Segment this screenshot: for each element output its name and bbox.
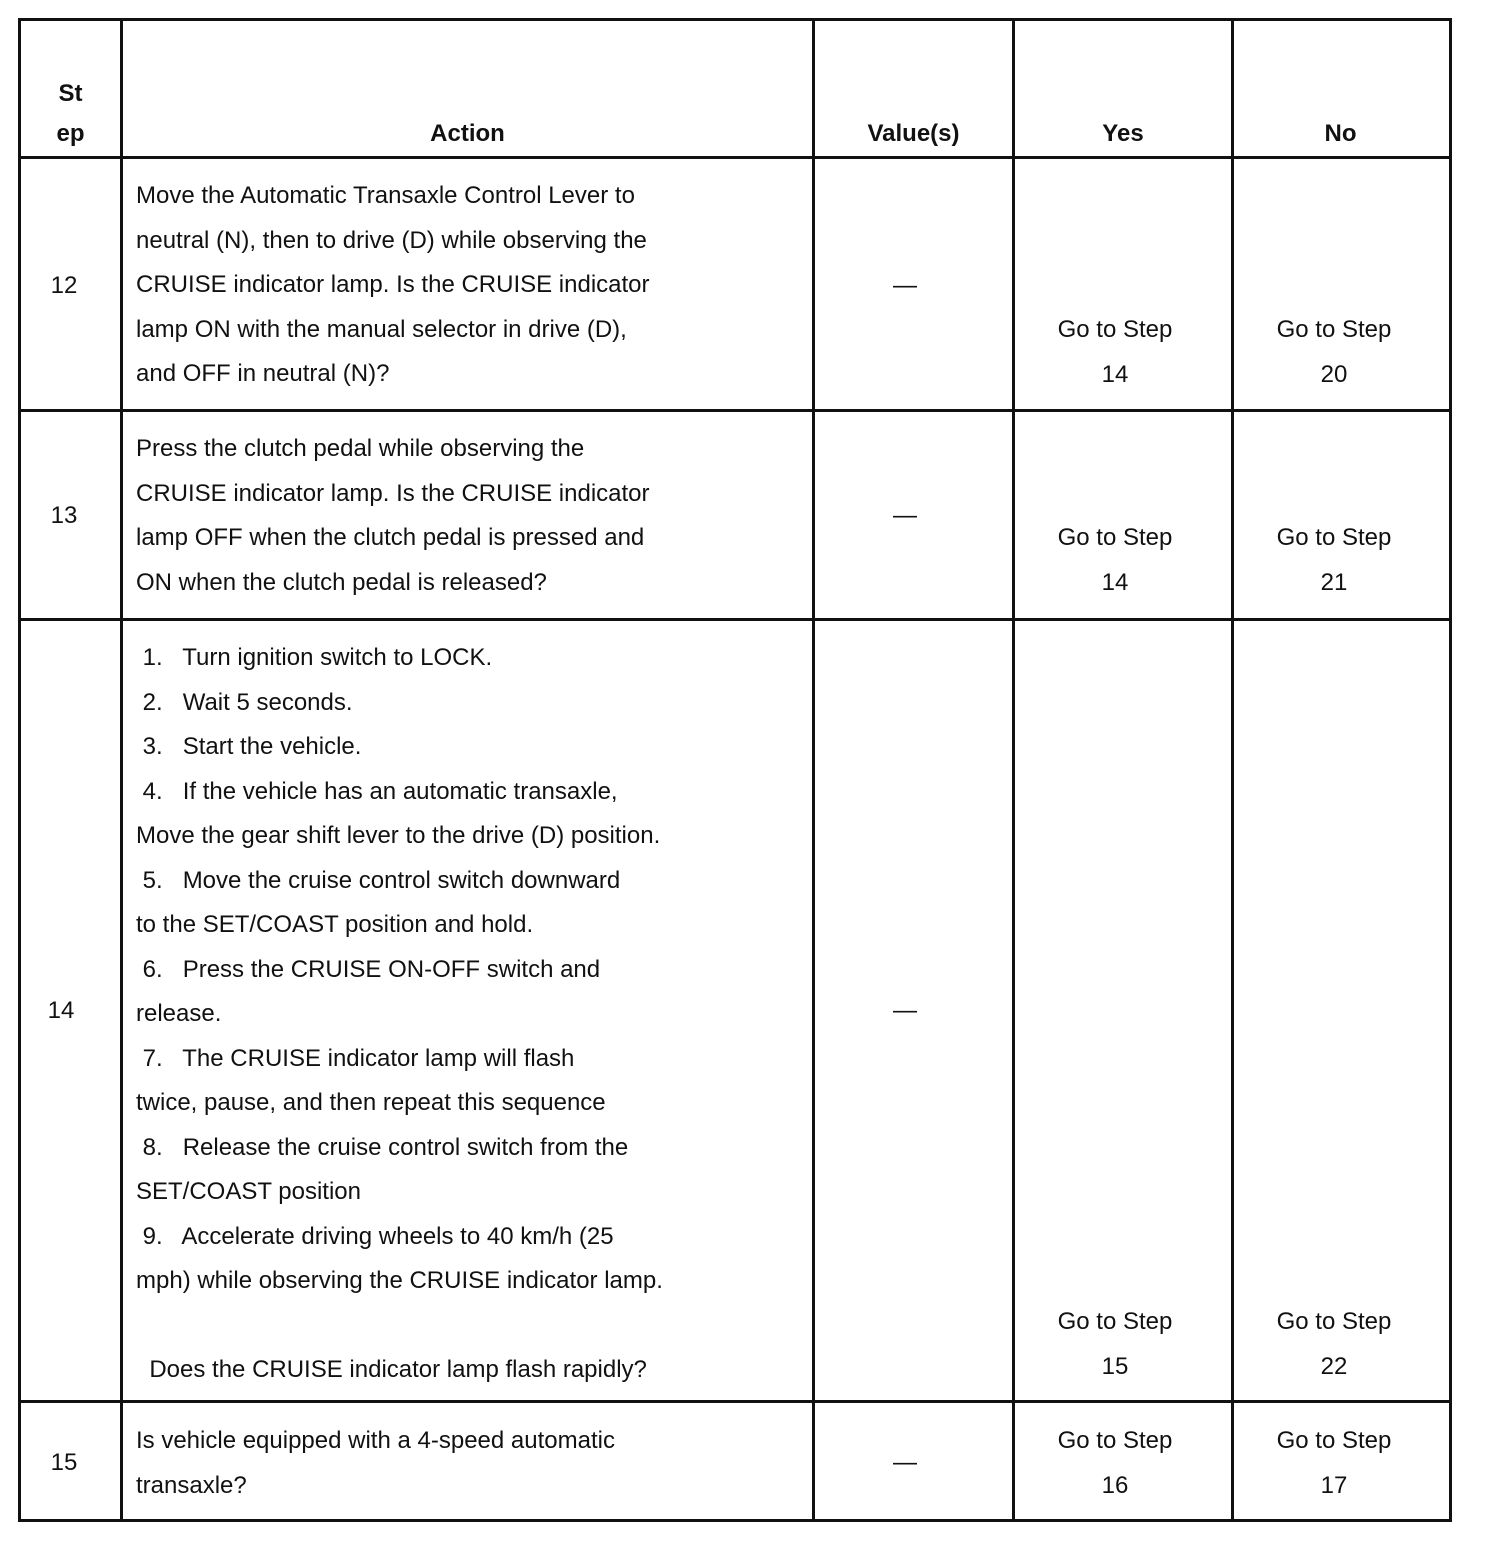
yes-link[interactable]: Go to Step 15 <box>1057 1308 1173 1380</box>
column-divider <box>1231 21 1234 1519</box>
header-step: St ep <box>56 80 85 147</box>
header-yes: Yes <box>1102 120 1144 147</box>
value-text: — <box>893 1449 917 1476</box>
no-link[interactable]: Go to Step 22 <box>1276 1308 1392 1380</box>
row-divider <box>21 1400 1449 1403</box>
header-values: Value(s) <box>867 120 960 147</box>
action-text: Press the clutch pedal while observing the CRUISE indicator lamp. Is the CRUISE indicator lamp OFF when the clutch pedal is pressed and ON when the clutch pedal is released? <box>136 435 650 596</box>
header-action: Action <box>430 120 505 147</box>
column-divider <box>120 21 123 1519</box>
step-number: 15 <box>50 1449 78 1476</box>
action-text: Move the Automatic Transaxle Control Lever to neutral (N), then to drive (D) while observing the CRUISE indicator lamp. Is the CRUISE indicator lamp ON with the manual selector in drive (D), and OFF in neutral (N)? <box>136 182 650 387</box>
step-number: 13 <box>50 502 78 529</box>
action-text: Is vehicle equipped with a 4-speed automatic transaxle? <box>136 1427 615 1499</box>
column-divider <box>812 21 815 1519</box>
no-link[interactable]: Go to Step 21 <box>1276 524 1392 596</box>
no-link[interactable]: Go to Step 20 <box>1276 316 1392 388</box>
column-divider <box>1012 21 1015 1519</box>
step-number: 12 <box>50 272 78 299</box>
yes-link[interactable]: Go to Step 14 <box>1057 524 1173 596</box>
yes-link[interactable]: Go to Step 16 <box>1057 1427 1173 1499</box>
value-text: — <box>893 272 917 299</box>
row-divider <box>21 409 1449 412</box>
diagnostic-table <box>18 18 1452 1522</box>
row-divider <box>21 156 1449 159</box>
no-link[interactable]: Go to Step 17 <box>1276 1427 1392 1499</box>
step-number: 14 <box>47 997 75 1024</box>
row-divider <box>21 618 1449 621</box>
value-text: — <box>893 502 917 529</box>
header-no: No <box>1324 120 1357 147</box>
yes-link[interactable]: Go to Step 14 <box>1057 316 1173 388</box>
value-text: — <box>893 997 917 1024</box>
action-text: 1. Turn ignition switch to LOCK. 2. Wait 5 seconds. 3. Start the vehicle. 4. If the vehicle has an automatic transaxle, Move the gear shift lever to the drive (D) position. 5. Move the cruise control switch downward to the SET/COAST position and hold. 6. Press the CRUISE ON-OFF switch and release. 7. The CRUISE indicator lamp will flash twice, pause, and then repeat this sequence 8. Release the cruise control switch from the SET/COAST position 9. Accelerate driving wheels to 40 km/h (25 mph) while observing the CRUISE indicator lamp. Does the CRUISE indicator lamp flash rapidly? <box>136 644 663 1383</box>
